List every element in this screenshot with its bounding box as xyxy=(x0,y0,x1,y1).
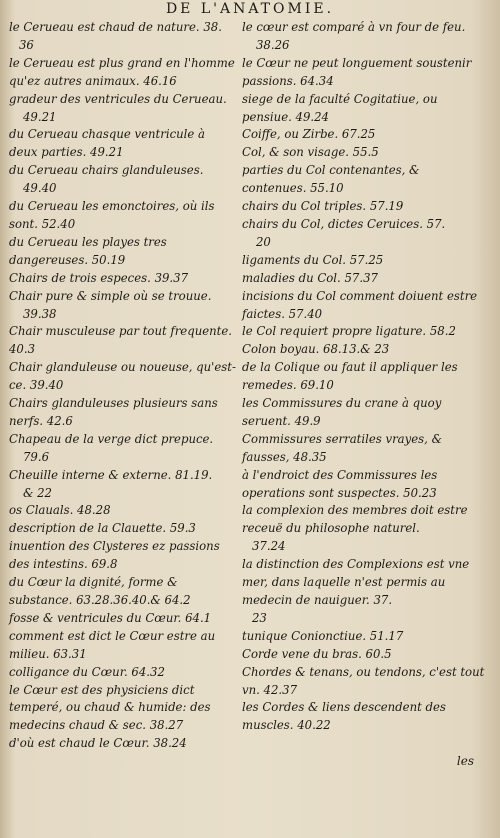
running-header: DE L'ANATOMIE. xyxy=(165,1,335,17)
index-entry: le Cerueau est chaud de nature. 38. xyxy=(9,20,222,34)
index-entry: les Cordes & liens descendent des muscles. 40.22 xyxy=(242,700,446,733)
index-entry: 23 xyxy=(252,610,267,625)
index-entry: fosse & ventricules du Cœur. 64.1 xyxy=(9,610,212,625)
index-entry: os Clauals. 48.28 xyxy=(9,503,111,518)
index-entry: 36 xyxy=(19,37,34,52)
index-column-right xyxy=(242,19,486,735)
index-entry: Coiffe, ou Zirbe. 67.25 xyxy=(242,127,376,142)
index-column-left xyxy=(9,19,237,753)
index-entry: chairs du Col triples. 57.19 xyxy=(242,199,404,214)
index-entry: Chair pure & simple où se trouue. xyxy=(9,288,212,303)
index-entry: les Commissures du crane à quoy seruent. 49.9 xyxy=(242,396,442,428)
index-entry: du Cerueau les emonctoires, où ils sont. 52.40 xyxy=(9,199,215,231)
index-entry: parties du Col contenantes, & contenues. 55.10 xyxy=(242,163,420,196)
index-entry: chairs du Col, dictes Ceruices. 57. xyxy=(242,216,446,231)
index-entry: gradeur des ventricules du Cerueau. xyxy=(9,91,227,106)
index-entry: incisions du Col comment doiuent estre faictes. 57.40 xyxy=(242,288,478,321)
index-entry: le cœur est comparé à vn four de feu. xyxy=(242,20,466,34)
index-entry: la complexion des membres doit estre receuë du philosophe naturel. xyxy=(242,503,468,536)
index-entry: 37.24 xyxy=(252,539,286,554)
index-entry: siege de la faculté Cogitatiue, ou pensiue. 49.24 xyxy=(242,91,438,124)
catchword: les xyxy=(456,754,474,768)
index-entry: ligaments du Col. 57.25 xyxy=(242,252,384,267)
index-entry: Chair musculeuse par tout frequente. 40.3 xyxy=(9,324,233,357)
index-entry: Commissures serratiles vrayes, & fausses, 48.35 xyxy=(242,431,442,464)
index-entry: du Cerueau chairs glanduleuses. xyxy=(9,163,204,178)
index-entry: colligance du Cœur. 64.32 xyxy=(9,664,165,679)
index-entry: maladies du Col. 57.37 xyxy=(242,270,378,285)
index-entry: de la Colique ou faut il appliquer les remedes. 69.10 xyxy=(242,360,458,393)
index-entry: le Cerueau est plus grand en l'homme qu'ez autres animaux. 46.16 xyxy=(9,55,235,88)
index-entry: Cheuille interne & externe. 81.19. xyxy=(9,467,213,482)
index-entry: description de la Clauette. 59.3 xyxy=(9,521,196,536)
index-entry: la distinction des Complexions est vne mer, dans laquelle n'est permis au medecin de nauiguer. 37. xyxy=(242,557,470,607)
index-entry: Chordes & tenans, ou tendons, c'est tout vn. 42.37 xyxy=(242,664,485,697)
index-entry: Colon boyau. 68.13.& 23 xyxy=(242,342,390,357)
index-entry: tunique Conionctiue. 51.17 xyxy=(242,628,404,643)
index-entry: Chairs de trois especes. 39.37 xyxy=(9,270,189,285)
index-entry: 39.38 xyxy=(23,306,57,321)
index-entry: 49.40 xyxy=(23,181,57,196)
index-entry: Corde vene du bras. 60.5 xyxy=(242,646,392,661)
index-entry: du Cerueau les playes tres dangereuses. 50.19 xyxy=(9,234,167,267)
index-entry: 49.21 xyxy=(23,109,57,124)
index-entry: comment est dict le Cœur estre au milieu. 63.31 xyxy=(9,628,216,661)
index-entry: à l'endroict des Commissures les operations sont suspectes. 50.23 xyxy=(242,467,438,500)
index-entry: d'où est chaud le Cœur. 38.24 xyxy=(9,736,187,751)
index-entry: le Cœur est des physiciens dict temperé, ou chaud & humide: des medecins chaud & sec. 38.27 xyxy=(9,682,211,733)
index-entry: du Cerueau chasque ventricule à deux parties. 49.21 xyxy=(9,127,205,160)
index-entry: & 22 xyxy=(23,485,52,500)
index-entry: 79.6 xyxy=(23,449,50,464)
index-entry: le Col requiert propre ligature. 58.2 xyxy=(242,324,456,339)
index-entry: 38.26 xyxy=(256,37,290,52)
index-entry: Chapeau de la verge dict prepuce. xyxy=(9,431,214,446)
index-entry: inuention des Clysteres ez passions des intestins. 69.8 xyxy=(9,539,220,572)
index-entry: du Cœur la dignité, forme & substance. 63.28.36.40.& 64.2 xyxy=(9,575,191,607)
index-entry: Col, & son visage. 55.5 xyxy=(242,145,379,160)
index-entry: le Cœur ne peut longuement soustenir passions. 64.34 xyxy=(242,55,472,88)
index-entry: Chairs glanduleuses plusieurs sans nerfs. 42.6 xyxy=(9,396,218,428)
index-entry: 20 xyxy=(256,234,271,249)
index-entry: Chair glanduleuse ou noueuse, qu'est-ce. 39.40 xyxy=(9,360,236,393)
